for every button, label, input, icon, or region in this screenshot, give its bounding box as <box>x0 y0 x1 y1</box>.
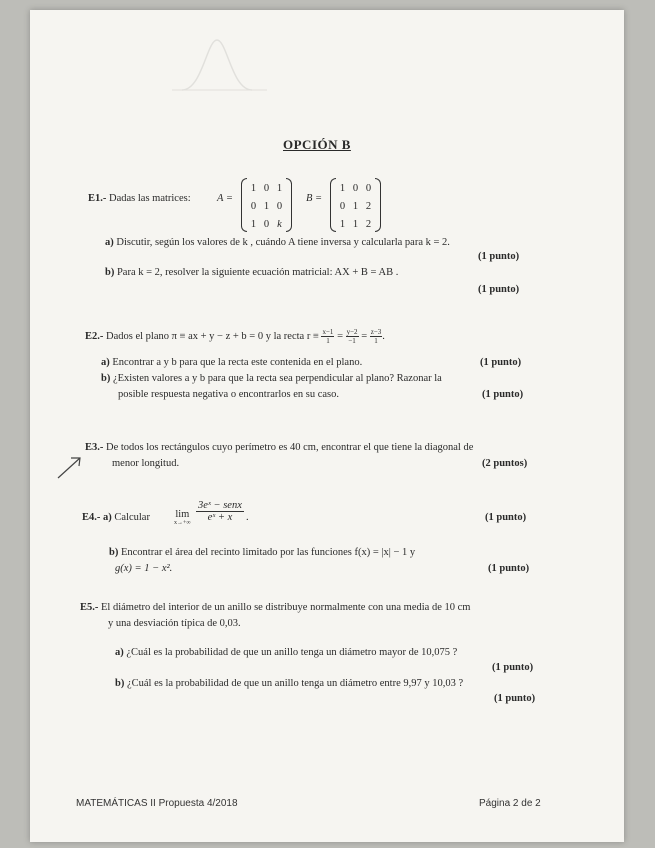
matrix-b-entry: 0 <box>365 183 372 194</box>
e4-b-label: b) <box>109 547 119 558</box>
e3-label: E3.- <box>85 442 104 453</box>
show-through-mark <box>92 30 292 100</box>
e5-a-label: a) <box>115 647 124 658</box>
matrix-b-entry: 1 <box>352 219 359 230</box>
e2-a-label: a) <box>101 357 110 368</box>
e5-b-label: b) <box>115 678 125 689</box>
footer-subject: MATEMÁTICAS II Propuesta 4/2018 <box>76 798 238 809</box>
e4-label: E4.- <box>82 512 101 523</box>
e2-part-b <box>101 373 442 384</box>
e2-label: E2.- <box>85 330 104 342</box>
e4-a-text: Calcular <box>114 512 150 523</box>
matrix-a-entry: k <box>277 219 282 230</box>
matrix-a-entry: 1 <box>263 201 270 212</box>
matrix-b-entry: 2 <box>365 219 372 230</box>
matrix-a-entry: 0 <box>276 201 283 212</box>
matrix-a <box>241 178 292 232</box>
matrix-a-name: A = <box>217 193 233 204</box>
matrix-a-entry: 0 <box>263 219 270 230</box>
e5-part-a <box>115 647 457 658</box>
matrix-a-row <box>247 178 286 196</box>
matrix-a-entry: 1 <box>250 219 257 230</box>
e5-text-1: El diámetro del interior de un anillo se distribuye normalmente con una media de 10 cm <box>101 602 471 613</box>
e3-text <box>85 442 473 453</box>
limit-fraction: 3eˣ − senx eˣ + x <box>198 500 242 523</box>
matrix-a-entry: 0 <box>250 201 257 212</box>
e2-fraction-z: $\frac{z-3}{1}$ <box>370 328 382 345</box>
e1-a-text: Discutir, según los valores de k , cuándo A tiene inversa y calcularla para k = 2. <box>116 237 450 248</box>
e4-a-label: a) <box>103 512 112 523</box>
e5-a-text: ¿Cuál es la probabilidad de que un anillo tenga un diámetro mayor de 10,075 ? <box>126 647 458 658</box>
e5-text-2: y una desviación típica de 0,03. <box>108 618 241 629</box>
e5-b-points: (1 punto) <box>494 693 536 704</box>
matrix-b-name: B = <box>306 193 323 204</box>
e1-part-b <box>105 267 398 278</box>
e2-a-points: (1 punto) <box>480 357 522 368</box>
e2-fraction-y: $\frac{y-2}{-1}$ <box>346 328 358 345</box>
matrix-b-entry: 0 <box>352 183 359 194</box>
e2-part-a <box>101 357 362 368</box>
e1-b-points: (1 punto) <box>478 284 520 295</box>
e3-points: (2 puntos) <box>482 458 528 469</box>
e5-a-points: (1 punto) <box>492 662 534 673</box>
matrix-a-row <box>247 196 286 214</box>
footer-page-number: Página 2 de 2 <box>479 798 541 809</box>
matrix-a-row <box>247 214 286 232</box>
matrix-b-entry: 1 <box>339 183 346 194</box>
e1-a-label: a) <box>105 237 114 248</box>
e2-b-label: b) <box>101 373 111 384</box>
e1-b-text: Para k = 2, resolver la siguiente ecuación matricial: AX + B = AB . <box>116 267 399 278</box>
e5-text <box>80 602 470 613</box>
exam-page <box>30 10 624 842</box>
matrix-a-entry: 1 <box>276 183 283 194</box>
e3-text-2: menor longitud. <box>112 458 180 469</box>
e1-intro-text: Dadas las matrices: <box>109 193 191 204</box>
e1-b-label: b) <box>105 267 115 278</box>
e2-b-text-2: posible respuesta negativa o encontrarlos en su caso. <box>118 389 340 400</box>
matrix-b-row <box>336 196 375 214</box>
e3-text-1: De todos los rectángulos cuyo perímetro es 40 cm, encontrar el que tiene la diagonal de <box>106 442 474 453</box>
e5-part-b <box>115 678 463 689</box>
matrix-b-entry: 1 <box>339 219 346 230</box>
e1-label: E1.- <box>88 193 107 204</box>
e4-b-text-2: g(x) = 1 − x². <box>115 563 173 574</box>
e5-label: E5.- <box>80 602 99 613</box>
matrix-a-entry: 0 <box>263 183 270 194</box>
e4-part-b <box>109 547 415 558</box>
e5-b-text: ¿Cuál es la probabilidad de que un anillo tenga un diámetro entre 9,97 y 10,03 ? <box>126 678 464 689</box>
matrix-b-entry: 1 <box>352 201 359 212</box>
e1-intro <box>88 193 191 204</box>
e4-a-points: (1 punto) <box>485 512 527 523</box>
e4-b-points: (1 punto) <box>488 563 530 574</box>
matrix-b-entry: 0 <box>339 201 346 212</box>
e1-a-points: (1 punto) <box>478 251 520 262</box>
e2-intro: E2.- Dados el plano π ≡ ax + y − z + b = 0 y la recta r ≡ $\frac{x-1}{1}$ = $\frac{y-2}{-1}$ = $\frac{z-3}{1}$ . <box>85 328 385 345</box>
e2-b-text-1: ¿Existen valores a y b para que la recta sea perpendicular al plano? Razonar la <box>112 373 442 384</box>
pen-arrow-mark <box>56 454 84 480</box>
limit-operator: lim x→+∞ <box>174 509 191 526</box>
matrix-b-row <box>336 178 375 196</box>
matrix-a-entry: 1 <box>250 183 257 194</box>
e2-fraction-x: $\frac{x-1}{1}$ <box>322 328 334 345</box>
e2-b-points: (1 punto) <box>482 389 524 400</box>
matrix-b-entry: 2 <box>365 201 372 212</box>
e1-part-a <box>105 237 450 248</box>
matrix-b-row <box>336 214 375 232</box>
e4-b-text-1: Encontrar el área del recinto limitado por las funciones f(x) = |x| − 1 y <box>120 547 416 558</box>
e4-part-a <box>82 512 150 523</box>
option-title: OPCIÓN B <box>283 137 351 152</box>
e2-intro-text: Dados el plano π ≡ ax + y − z + b = 0 y la recta r ≡ <box>106 330 319 342</box>
e2-a-text: Encontrar a y b para que la recta este contenida en el plano. <box>112 357 363 368</box>
matrix-b <box>330 178 381 232</box>
